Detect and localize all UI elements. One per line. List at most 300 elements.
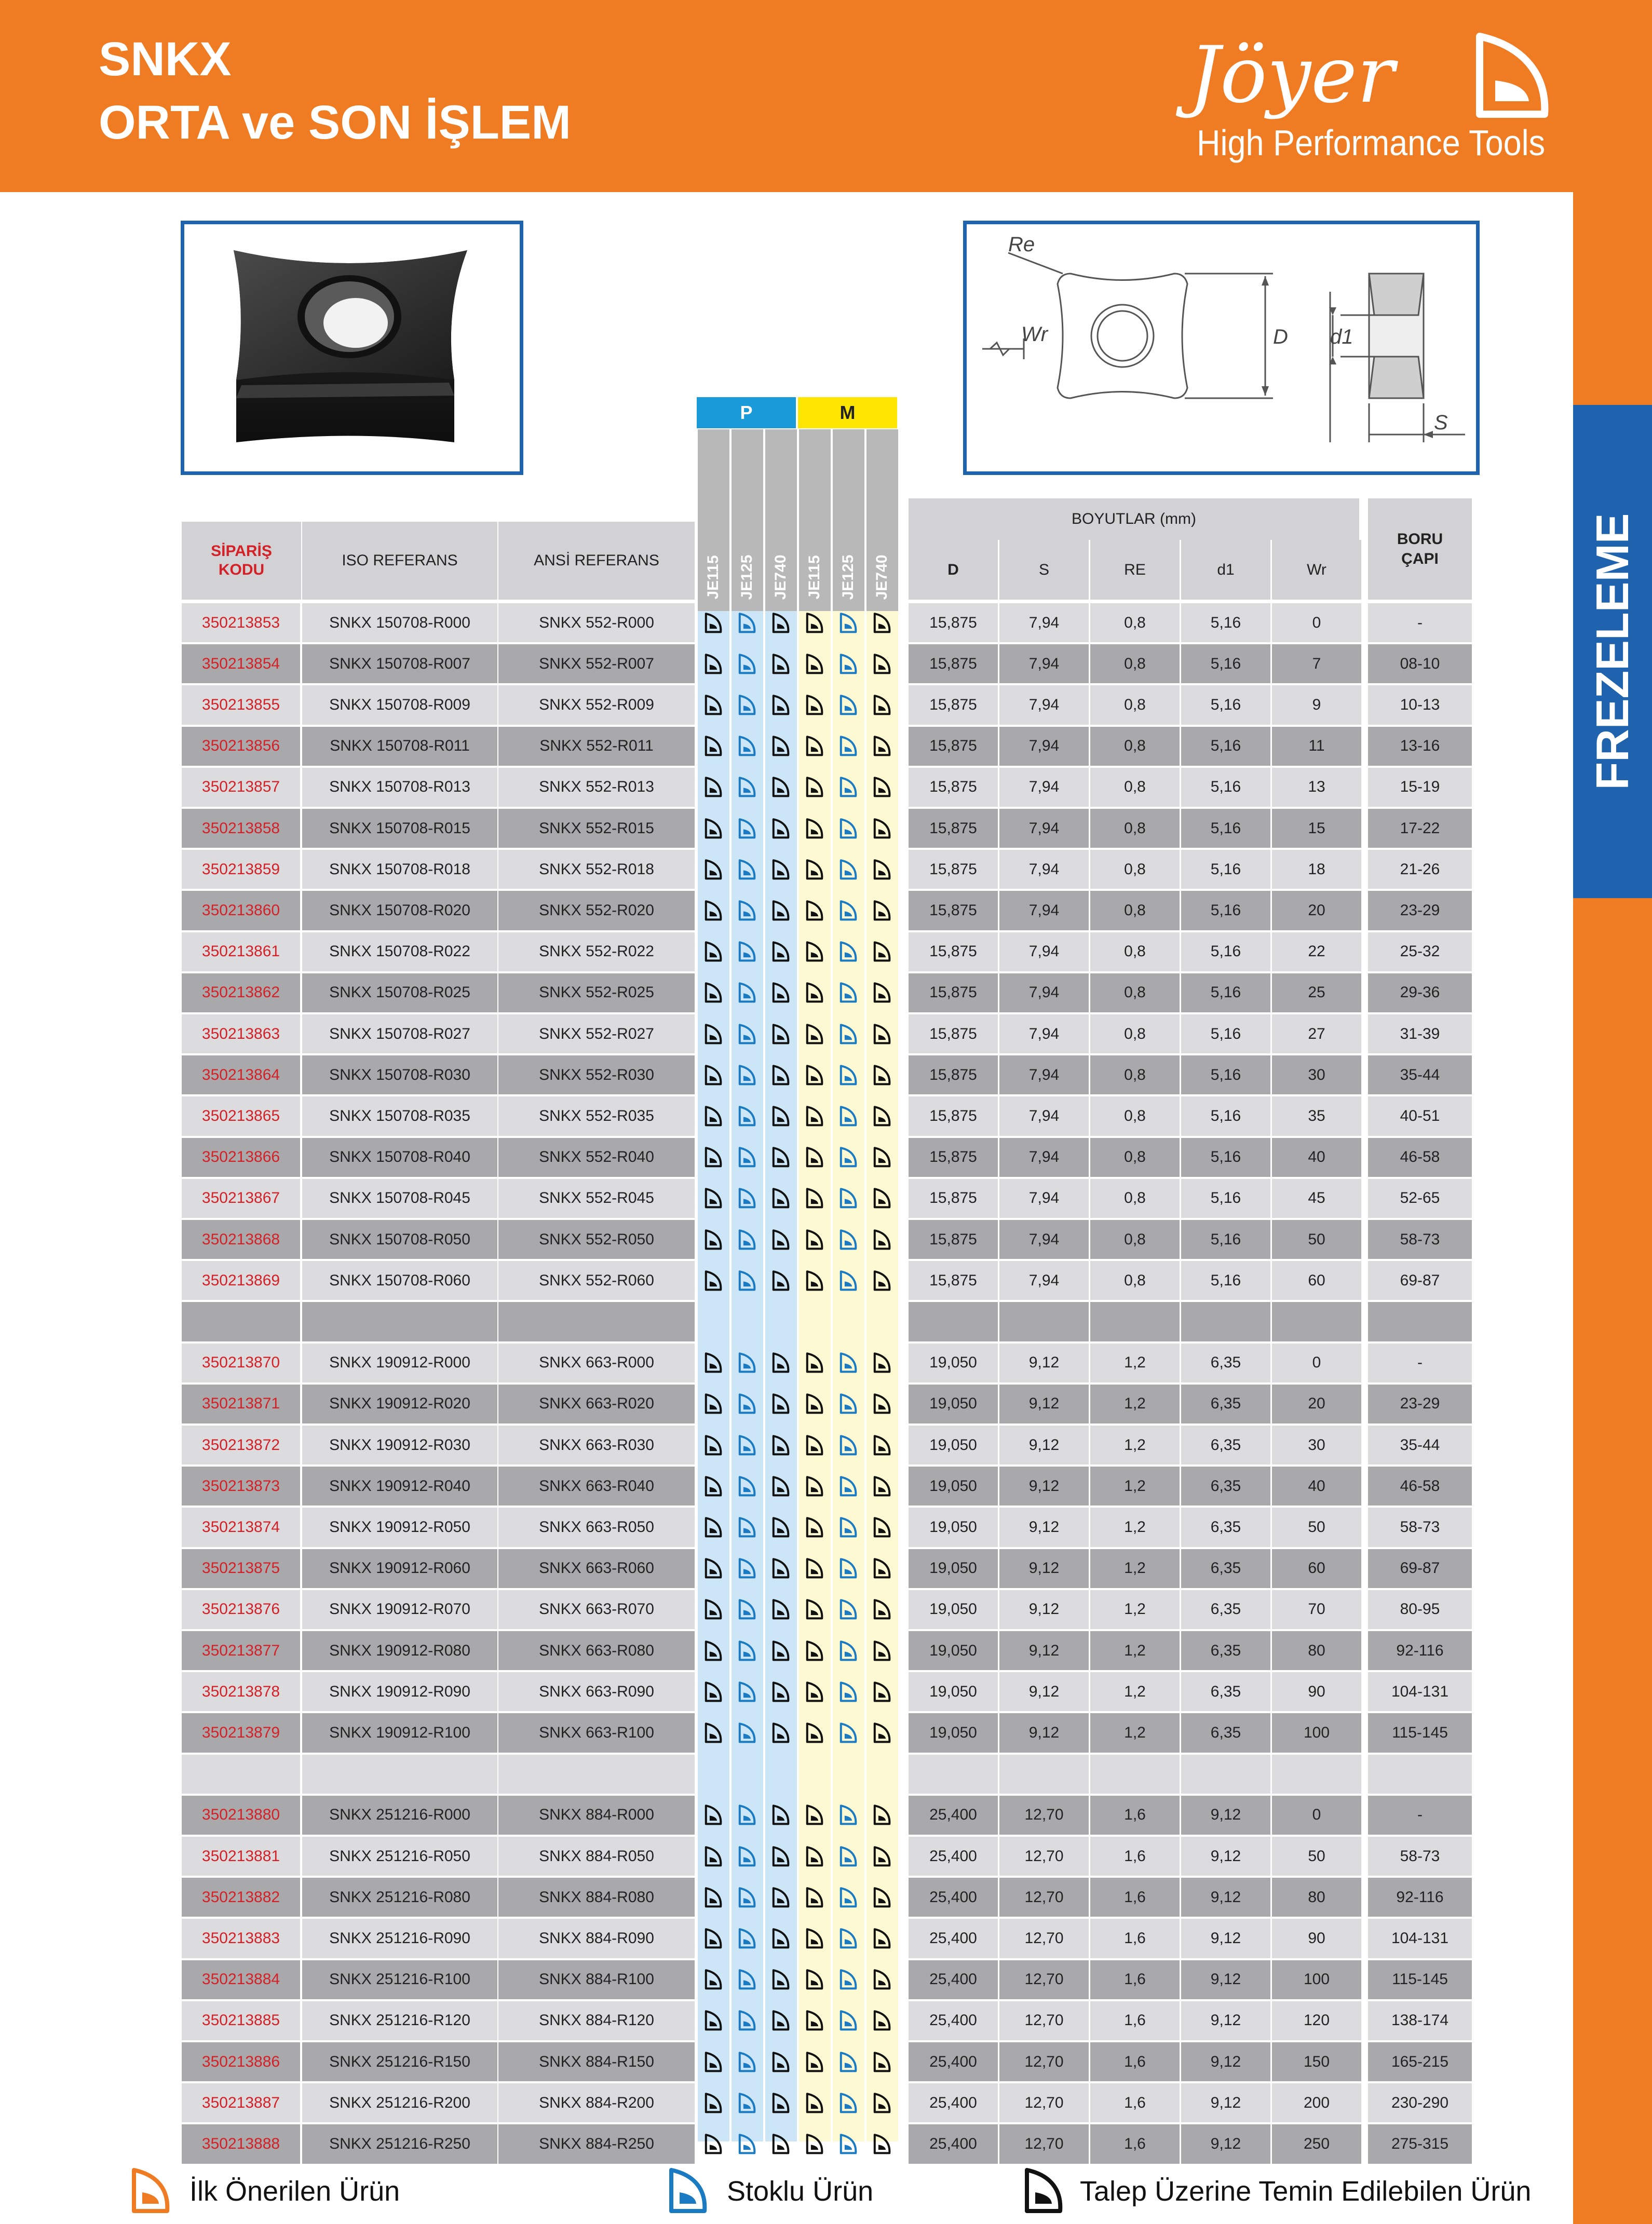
on-request-product-icon [697, 1837, 729, 1876]
on-request-product-icon [865, 685, 898, 724]
cell-dim-d1: 5,16 [1181, 1179, 1270, 1218]
cell-dim-wr: 150 [1272, 2042, 1361, 2081]
on-request-product-icon [798, 1549, 831, 1588]
cell-iso-referans: SNKX 150708-R035 [302, 1096, 497, 1135]
on-request-product-icon [865, 1590, 898, 1629]
cell-dim-re: 1,2 [1090, 1344, 1180, 1382]
cell-dim-d: 15,875 [909, 1096, 998, 1135]
cell-ansi-referans: SNKX 663-R080 [498, 1631, 695, 1670]
cell-ansi-referans: SNKX 663-R040 [498, 1467, 695, 1506]
cell-ansi-referans: SNKX 663-R000 [498, 1344, 695, 1382]
on-request-product-icon [798, 2001, 831, 2040]
cell-dim-d: 25,400 [909, 1878, 998, 1917]
cell-iso-referans: SNKX 190912-R080 [302, 1631, 497, 1670]
cell-dim-wr: 22 [1272, 932, 1361, 971]
grade-header-label: JE740 [771, 554, 789, 600]
on-request-product-icon [764, 1138, 797, 1177]
on-request-product-icon [865, 1261, 898, 1300]
cell-ansi-referans: SNKX 884-R100 [498, 1960, 695, 1999]
on-request-product-icon [798, 1096, 831, 1135]
cell-ansi-referans: SNKX 552-R030 [498, 1055, 695, 1094]
cell-dim-s: 7,94 [999, 603, 1089, 642]
cell-dim-wr: 60 [1272, 1261, 1361, 1300]
cell-dim-s: 9,12 [999, 1631, 1089, 1670]
cell-dim-d1: 6,35 [1181, 1549, 1270, 1588]
on-request-product-icon [865, 1179, 898, 1218]
stock-product-icon [832, 2001, 864, 2040]
on-request-product-icon [764, 768, 797, 807]
legend-recommended: İlk Önerilen Ürün [189, 2176, 400, 2207]
cell-dim-d1: 5,16 [1181, 768, 1270, 807]
cell-dim-s: 7,94 [999, 1261, 1089, 1300]
cell-siparis-kodu: 350213862 [182, 973, 300, 1012]
stock-product-icon [730, 603, 763, 642]
cell-siparis-kodu: 350213866 [182, 1138, 300, 1177]
cell-iso-referans: SNKX 190912-R050 [302, 1508, 497, 1547]
on-request-product-icon [865, 1919, 898, 1958]
on-request-product-icon [764, 1878, 797, 1917]
cell-dim-d: 25,400 [909, 2124, 998, 2163]
cell-siparis-kodu: 350213865 [182, 1096, 300, 1135]
cell-dim-d: 25,400 [909, 1960, 998, 1999]
cell-dim-d1 [1181, 1755, 1270, 1794]
on-request-product-icon [798, 685, 831, 724]
label-re: Re [1008, 233, 1035, 256]
stock-product-icon [730, 1590, 763, 1629]
cell-dim-d1: 9,12 [1181, 1837, 1270, 1876]
cell-iso-referans: SNKX 150708-R018 [302, 850, 497, 889]
cell-dim-d: 15,875 [909, 891, 998, 930]
on-request-product-icon [697, 2042, 729, 2081]
on-request-product-icon [697, 1713, 729, 1752]
on-request-product-icon [798, 1426, 831, 1464]
stock-product-icon [832, 1179, 864, 1218]
stock-product-icon [730, 850, 763, 889]
stock-product-icon [730, 2083, 763, 2122]
cell-dim-re: 1,2 [1090, 1467, 1180, 1506]
on-request-product-icon [764, 644, 797, 683]
cell-dim-wr [1272, 1302, 1361, 1341]
cell-boru-capi: 08-10 [1368, 644, 1472, 683]
on-request-product-icon [697, 1631, 729, 1670]
cell-dim-re: 1,6 [1090, 1796, 1180, 1835]
cell-dim-s: 7,94 [999, 1055, 1089, 1094]
stock-product-icon [832, 1426, 864, 1464]
legend-stock: Stoklu Ürün [727, 2176, 874, 2207]
stock-product-icon [730, 1179, 763, 1218]
cell-siparis-kodu: 350213883 [182, 1919, 300, 1958]
on-request-product-icon [798, 2042, 831, 2081]
stock-product-icon [832, 603, 864, 642]
brand-tagline: High Performance Tools [1197, 123, 1546, 163]
cell-dim-re: 0,8 [1090, 932, 1180, 971]
cell-siparis-kodu: 350213854 [182, 644, 300, 683]
cell-siparis-kodu [182, 1302, 300, 1341]
on-request-product-icon [798, 1220, 831, 1259]
stock-product-icon [832, 809, 864, 848]
cell-dim-d: 15,875 [909, 1055, 998, 1094]
cell-boru-capi: 17-22 [1368, 809, 1472, 848]
cell-dim-wr: 18 [1272, 850, 1361, 889]
cell-ansi-referans: SNKX 663-R030 [498, 1426, 695, 1464]
cell-iso-referans: SNKX 190912-R060 [302, 1549, 497, 1588]
cell-dim-wr: 0 [1272, 1344, 1361, 1382]
cell-boru-capi: - [1368, 1344, 1472, 1382]
cell-iso-referans: SNKX 150708-R027 [302, 1014, 497, 1053]
cell-dim-s [999, 1755, 1089, 1794]
cell-dim-re [1090, 1755, 1180, 1794]
cell-dim-re: 1,6 [1090, 1919, 1180, 1958]
cell-dim-d1: 9,12 [1181, 1960, 1270, 1999]
cell-boru-capi: 69-87 [1368, 1549, 1472, 1588]
on-request-product-icon [697, 1096, 729, 1135]
cell-dim-d1: 9,12 [1181, 1919, 1270, 1958]
stock-product-icon [730, 768, 763, 807]
cell-dim-s: 7,94 [999, 891, 1089, 930]
on-request-product-icon [764, 2042, 797, 2081]
cell-boru-capi: 13-16 [1368, 727, 1472, 766]
stock-product-icon [730, 973, 763, 1012]
cell-boru-capi: 230-290 [1368, 2083, 1472, 2122]
cell-dim-d: 15,875 [909, 1014, 998, 1053]
header-dim-d1: d1 [1181, 540, 1270, 600]
cell-dim-d1: 5,16 [1181, 973, 1270, 1012]
side-tab-label: FREZELEME [1587, 513, 1638, 790]
cell-iso-referans: SNKX 150708-R050 [302, 1220, 497, 1259]
cell-siparis-kodu: 350213888 [182, 2124, 300, 2163]
on-request-product-icon [865, 1631, 898, 1670]
header-dim-wr: Wr [1272, 540, 1361, 600]
stock-product-icon [730, 1672, 763, 1711]
cell-dim-re: 0,8 [1090, 1179, 1180, 1218]
stock-product-icon [832, 891, 864, 930]
cell-iso-referans: SNKX 190912-R100 [302, 1713, 497, 1752]
cell-boru-capi: 23-29 [1368, 891, 1472, 930]
cell-dim-s: 12,70 [999, 1837, 1089, 1876]
on-request-product-icon [764, 850, 797, 889]
cell-boru-capi: 115-145 [1368, 1960, 1472, 1999]
page-title: SNKX [99, 33, 232, 86]
on-request-product-icon [764, 603, 797, 642]
cell-dim-d1: 6,35 [1181, 1426, 1270, 1464]
cell-dim-s: 7,94 [999, 1014, 1089, 1053]
on-request-product-icon [798, 644, 831, 683]
cell-siparis-kodu: 350213861 [182, 932, 300, 971]
cell-dim-s: 7,94 [999, 1220, 1089, 1259]
cell-siparis-kodu: 350213873 [182, 1467, 300, 1506]
cell-boru-capi: 25-32 [1368, 932, 1472, 971]
on-request-product-icon [764, 891, 797, 930]
cell-siparis-kodu: 350213876 [182, 1590, 300, 1629]
cell-dim-d: 19,050 [909, 1426, 998, 1464]
stock-product-icon [832, 1590, 864, 1629]
cell-dim-d1: 6,35 [1181, 1590, 1270, 1629]
cell-dim-d1: 5,16 [1181, 1261, 1270, 1300]
stock-product-icon [832, 1549, 864, 1588]
stock-product-icon [832, 1796, 864, 1835]
on-request-product-icon [865, 2083, 898, 2122]
cell-boru-capi: 80-95 [1368, 1590, 1472, 1629]
stock-product-icon [832, 1220, 864, 1259]
cell-dim-s [999, 1302, 1089, 1341]
cell-dim-d1: 5,16 [1181, 644, 1270, 683]
cell-iso-referans: SNKX 190912-R090 [302, 1672, 497, 1711]
cell-ansi-referans: SNKX 552-R009 [498, 685, 695, 724]
cell-iso-referans: SNKX 150708-R020 [302, 891, 497, 930]
cell-dim-wr: 80 [1272, 1878, 1361, 1917]
on-request-product-icon [697, 1426, 729, 1464]
stock-product-icon [730, 1261, 763, 1300]
cell-siparis-kodu: 350213875 [182, 1549, 300, 1588]
cell-dim-wr: 100 [1272, 1713, 1361, 1752]
cell-dim-wr: 80 [1272, 1631, 1361, 1670]
cell-ansi-referans [498, 1302, 695, 1341]
stock-product-icon [730, 1837, 763, 1876]
header-siparis-kodu: SİPARİŞ KODU [182, 522, 301, 600]
group-header-m: M [798, 397, 897, 428]
stock-product-icon [730, 1796, 763, 1835]
on-request-product-icon [865, 1837, 898, 1876]
cell-dim-wr: 90 [1272, 1672, 1361, 1711]
stock-product-icon [730, 727, 763, 766]
cell-dim-d1: 5,16 [1181, 1220, 1270, 1259]
stock-product-icon [832, 1878, 864, 1917]
stock-product-icon [832, 1467, 864, 1506]
on-request-product-icon [697, 1014, 729, 1053]
cell-dim-d1: 9,12 [1181, 2001, 1270, 2040]
grade-header-label: JE740 [873, 554, 890, 600]
on-request-product-icon [764, 1837, 797, 1876]
on-request-product-icon [697, 1138, 729, 1177]
stock-product-icon [730, 1878, 763, 1917]
cell-dim-d: 15,875 [909, 644, 998, 683]
on-request-product-icon [865, 1672, 898, 1711]
on-request-product-icon [798, 973, 831, 1012]
cell-siparis-kodu: 350213880 [182, 1796, 300, 1835]
on-request-product-icon [865, 644, 898, 683]
cell-siparis-kodu: 350213858 [182, 809, 300, 848]
on-request-product-icon [697, 1467, 729, 1506]
cell-dim-d: 15,875 [909, 1179, 998, 1218]
on-request-product-icon [697, 1179, 729, 1218]
cell-dim-d: 15,875 [909, 768, 998, 807]
cell-dim-s: 7,94 [999, 727, 1089, 766]
cell-siparis-kodu: 350213886 [182, 2042, 300, 2081]
cell-iso-referans: SNKX 150708-R007 [302, 644, 497, 683]
cell-ansi-referans: SNKX 552-R020 [498, 891, 695, 930]
on-request-product-icon [798, 768, 831, 807]
cell-dim-d1: 5,16 [1181, 603, 1270, 642]
on-request-product-icon [865, 2001, 898, 2040]
on-request-product-icon [865, 2124, 898, 2163]
header-dim-d: D [909, 540, 998, 600]
cell-dim-wr: 60 [1272, 1549, 1361, 1588]
stock-product-icon [832, 1631, 864, 1670]
cell-ansi-referans: SNKX 552-R025 [498, 973, 695, 1012]
cell-dim-d1: 9,12 [1181, 1796, 1270, 1835]
cell-dim-s: 7,94 [999, 685, 1089, 724]
cell-iso-referans: SNKX 190912-R020 [302, 1385, 497, 1423]
cell-dim-d1 [1181, 1302, 1270, 1341]
cell-siparis-kodu: 350213881 [182, 1837, 300, 1876]
cell-boru-capi: 165-215 [1368, 2042, 1472, 2081]
cell-ansi-referans: SNKX 552-R018 [498, 850, 695, 889]
cell-dim-d1: 6,35 [1181, 1344, 1270, 1382]
on-request-product-icon [764, 1672, 797, 1711]
cell-dim-d1: 5,16 [1181, 1096, 1270, 1135]
cell-siparis-kodu: 350213874 [182, 1508, 300, 1547]
on-request-product-icon [697, 973, 729, 1012]
stock-product-icon [730, 644, 763, 683]
cell-ansi-referans: SNKX 884-R200 [498, 2083, 695, 2122]
cell-dim-d: 19,050 [909, 1713, 998, 1752]
cell-boru-capi: 58-73 [1368, 1220, 1472, 1259]
cell-ansi-referans: SNKX 552-R015 [498, 809, 695, 848]
on-request-product-icon [697, 768, 729, 807]
cell-dim-wr: 70 [1272, 1590, 1361, 1629]
cell-iso-referans: SNKX 251216-R150 [302, 2042, 497, 2081]
stock-product-icon [832, 1713, 864, 1752]
cell-dim-s: 12,70 [999, 1878, 1089, 1917]
stock-product-icon [730, 1508, 763, 1547]
cell-iso-referans: SNKX 150708-R060 [302, 1261, 497, 1300]
on-request-product-icon [798, 1508, 831, 1547]
stock-product-icon [730, 1220, 763, 1259]
on-request-product-icon [697, 1055, 729, 1094]
cell-dim-s: 9,12 [999, 1713, 1089, 1752]
on-request-product-icon [1023, 2167, 1064, 2214]
cell-dim-d: 15,875 [909, 1138, 998, 1177]
on-request-product-icon [865, 1138, 898, 1177]
cell-ansi-referans: SNKX 884-R050 [498, 1837, 695, 1876]
stock-product-icon [832, 685, 864, 724]
cell-ansi-referans: SNKX 552-R007 [498, 644, 695, 683]
on-request-product-icon [865, 891, 898, 930]
on-request-product-icon [865, 850, 898, 889]
cell-dim-d1: 6,35 [1181, 1672, 1270, 1711]
on-request-product-icon [764, 1590, 797, 1629]
on-request-product-icon [865, 768, 898, 807]
cell-ansi-referans: SNKX 552-R013 [498, 768, 695, 807]
on-request-product-icon [865, 1220, 898, 1259]
on-request-product-icon [764, 932, 797, 971]
on-request-product-icon [764, 1960, 797, 1999]
cell-dim-re: 0,8 [1090, 768, 1180, 807]
cell-dim-s: 12,70 [999, 1796, 1089, 1835]
on-request-product-icon [764, 1631, 797, 1670]
cell-siparis-kodu: 350213870 [182, 1344, 300, 1382]
stock-product-icon [832, 1014, 864, 1053]
on-request-product-icon [798, 2083, 831, 2122]
stock-product-icon [730, 685, 763, 724]
on-request-product-icon [764, 727, 797, 766]
cell-ansi-referans: SNKX 552-R011 [498, 727, 695, 766]
on-request-product-icon [865, 1014, 898, 1053]
cell-boru-capi: 275-315 [1368, 2124, 1472, 2163]
on-request-product-icon [798, 1055, 831, 1094]
cell-iso-referans: SNKX 150708-R022 [302, 932, 497, 971]
cell-dim-wr: 20 [1272, 1385, 1361, 1423]
cell-dim-d1: 5,16 [1181, 932, 1270, 971]
on-request-product-icon [798, 603, 831, 642]
cell-dim-re: 1,6 [1090, 2124, 1180, 2163]
on-request-product-icon [798, 1138, 831, 1177]
cell-ansi-referans: SNKX 552-R022 [498, 932, 695, 971]
on-request-product-icon [697, 727, 729, 766]
on-request-product-icon [697, 1220, 729, 1259]
cell-iso-referans: SNKX 251216-R000 [302, 1796, 497, 1835]
on-request-product-icon [865, 973, 898, 1012]
cell-siparis-kodu: 350213856 [182, 727, 300, 766]
stock-product-icon [730, 1014, 763, 1053]
cell-boru-capi: 52-65 [1368, 1179, 1472, 1218]
stock-product-icon [730, 1960, 763, 1999]
on-request-product-icon [865, 809, 898, 848]
cell-iso-referans: SNKX 150708-R013 [302, 768, 497, 807]
cell-dim-wr: 30 [1272, 1426, 1361, 1464]
cell-boru-capi: 58-73 [1368, 1508, 1472, 1547]
cell-dim-d: 15,875 [909, 685, 998, 724]
cell-dim-re: 0,8 [1090, 809, 1180, 848]
on-request-product-icon [865, 1713, 898, 1752]
cell-dim-re: 0,8 [1090, 973, 1180, 1012]
cell-siparis-kodu: 350213867 [182, 1179, 300, 1218]
cell-siparis-kodu: 350213868 [182, 1220, 300, 1259]
cell-dim-s: 9,12 [999, 1344, 1089, 1382]
cell-dim-s: 9,12 [999, 1672, 1089, 1711]
cell-dim-re: 1,2 [1090, 1631, 1180, 1670]
cell-dim-d1: 6,35 [1181, 1713, 1270, 1752]
on-request-product-icon [764, 2001, 797, 2040]
cell-dim-d1: 9,12 [1181, 2083, 1270, 2122]
on-request-product-icon [697, 644, 729, 683]
cell-dim-re: 0,8 [1090, 850, 1180, 889]
cell-boru-capi: 40-51 [1368, 1096, 1472, 1135]
cell-ansi-referans: SNKX 552-R045 [498, 1179, 695, 1218]
stock-product-icon [832, 2083, 864, 2122]
cell-iso-referans: SNKX 150708-R045 [302, 1179, 497, 1218]
cell-iso-referans [302, 1755, 497, 1794]
on-request-product-icon [764, 1467, 797, 1506]
cell-dim-d1: 9,12 [1181, 2124, 1270, 2163]
cell-dim-wr: 0 [1272, 603, 1361, 642]
on-request-product-icon [697, 603, 729, 642]
cell-dim-s: 7,94 [999, 1179, 1089, 1218]
on-request-product-icon [764, 1385, 797, 1423]
cell-siparis-kodu: 350213885 [182, 2001, 300, 2040]
cell-iso-referans: SNKX 150708-R000 [302, 603, 497, 642]
grade-header-label: JE125 [839, 554, 857, 600]
stock-product-icon [730, 1549, 763, 1588]
cell-dim-re: 1,2 [1090, 1672, 1180, 1711]
grade-header-label: JE125 [738, 554, 755, 600]
stock-product-icon [730, 2001, 763, 2040]
on-request-product-icon [697, 809, 729, 848]
cell-dim-d: 15,875 [909, 1261, 998, 1300]
page-subtitle: ORTA ve SON İŞLEM [99, 96, 571, 149]
cell-dim-d1: 5,16 [1181, 1138, 1270, 1177]
cell-iso-referans: SNKX 190912-R040 [302, 1467, 497, 1506]
cell-siparis-kodu: 350213853 [182, 603, 300, 642]
stock-product-icon [832, 1508, 864, 1547]
stock-product-icon [667, 2167, 709, 2214]
header-dim-re: RE [1090, 540, 1180, 600]
on-request-product-icon [764, 1220, 797, 1259]
group-header-p: P [697, 397, 796, 428]
cell-dim-re: 0,8 [1090, 603, 1180, 642]
stock-product-icon [832, 644, 864, 683]
cell-boru-capi: 104-131 [1368, 1919, 1472, 1958]
